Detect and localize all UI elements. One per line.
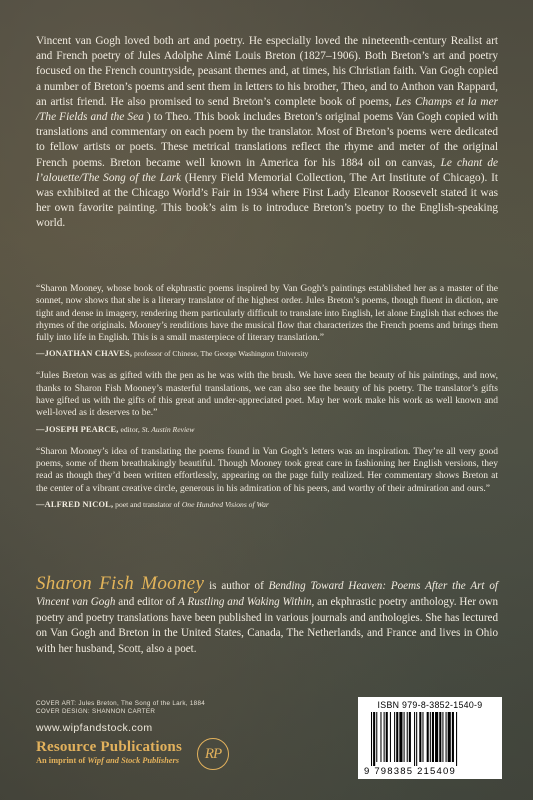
imprint-parent-name: Wipf and Stock Publishers bbox=[87, 756, 180, 765]
barcode-bar bbox=[432, 712, 434, 762]
publisher-block bbox=[36, 738, 182, 766]
endorsement-attribution bbox=[36, 347, 498, 360]
publisher-name: Resource Publications bbox=[36, 739, 183, 755]
endorsement-attribution bbox=[36, 498, 498, 511]
publisher-imprint bbox=[36, 756, 182, 766]
barcode-bar bbox=[414, 712, 415, 766]
bio-text-1: is author of bbox=[204, 580, 269, 592]
endorsement-quote: “Jules Breton was as gifted with the pen as he was with the brush. We have seen the beauty of his paintings, and now, thanks to Sharon Fish Mooney’s masterful translations, we can also see the beauty of his poetry. The translator’s gifts have gifted us with the gifts of this great and under-appreciated poet. May her work make his work as well known and well-loved as it deserves to be.” bbox=[36, 371, 498, 419]
painting-title-song-of-lark: Le chant de l’alouette/The Song of the Lark bbox=[36, 156, 498, 184]
barcode-bar bbox=[446, 712, 447, 762]
barcode-bar bbox=[376, 712, 377, 762]
barcode-bar bbox=[419, 712, 421, 762]
isbn-label: ISBN 979-8-3852-1540-9 bbox=[377, 700, 483, 710]
barcode-bar bbox=[404, 712, 405, 762]
barcode-bar bbox=[380, 712, 381, 762]
barcode-bar bbox=[396, 712, 398, 762]
barcode-bar bbox=[452, 712, 454, 762]
barcode-bar bbox=[422, 712, 423, 762]
barcode-bar bbox=[435, 712, 438, 762]
barcode-bar bbox=[407, 712, 408, 762]
endorsement-quote: “Sharon Mooney, whose book of ekphrastic poems inspired by Van Gogh’s paintings established her as a master of the sonnet, now shows that she is a literary translator of the highest order. Jules Breton’s poems, though fluent in diction, are tight and dense in imagery, rendering them particularly difficult to translate into English, let alone English that echoes the rhymes of the originals. Mooney’s renditions have the musical flow that characterizes the French poems and brings them fully into life in English. This is a small masterpiece of literary translation.” bbox=[36, 284, 498, 344]
description-part-3: (Henry Field Memorial Collection, The Art Institute of Chicago). It was exhibited at the Chicago World’s Fair in 1934 where First Lady Eleanor Roosevelt stated it was her own favorite painting. This book’s aim is to introduce Breton’s poetry to the English-speaking world. bbox=[36, 171, 498, 230]
barcode-bar bbox=[456, 712, 457, 766]
description-part-1: Vincent van Gogh loved both art and poetry. He especially loved the nineteenth-century Realist art and French poetry of Jules Adolphe Aimé Louis Breton (1827–1906). Both Breton’s art and poetry focused on the French countryside, peasant themes and, at times, his Christian faith. Van Gogh copied a number of Breton’s poems and sent them in letters to his brother, Theo, and to Anthon van Rappard, an artist friend. He also promised to send Breton’s complete book of poems, bbox=[36, 35, 498, 108]
barcode-bar bbox=[386, 712, 388, 762]
barcode-bar bbox=[371, 712, 372, 766]
endorsement-attribution bbox=[36, 423, 498, 436]
barcode-bar bbox=[373, 712, 375, 766]
endorser-book: One Hundred Visions of War bbox=[181, 499, 269, 509]
publisher-logo-icon bbox=[197, 738, 229, 770]
author-bio bbox=[36, 573, 499, 658]
book-description bbox=[36, 34, 498, 232]
endorser-name: —JOSEPH PEARCE, bbox=[36, 424, 119, 434]
barcode-bars bbox=[371, 712, 491, 766]
cover-art-credit: COVER ART: Jules Breton, The Song of the Lark, 1884 bbox=[36, 700, 206, 707]
endorser-role: poet and translator of bbox=[113, 499, 182, 509]
imprint-prefix: An imprint of bbox=[36, 756, 88, 765]
book-title-fields-and-sea: Les Champs et la mer /The Fields and the Sea bbox=[36, 95, 498, 124]
bio-text-3: , an ekphrastic poetry anthology. Her own poetry and poetry translations have been published in various journals and anthologies. She has lectured on Van Gogh and Breton in the United States, Canada, The Netherlands, and France and lives in Ohio with her husband, Scott, also a poet. bbox=[36, 595, 498, 656]
endorsement-quote: “Sharon Mooney’s idea of translating the poems found in Van Gogh’s letters was an inspiration. They’re all very good poems, some of them breathtakingly beautiful. Though Mooney took great care in fashioning her English versions, they read as though they’d been written effortlessly, appearing on the page fully realized. Her commentary shows Breton at the center of a vibrant creative circle, generous in his admiration of his peers, and worthy of their admiration and ours.” bbox=[36, 446, 498, 494]
endorsement-chaves bbox=[36, 283, 498, 360]
bio-text-2: and editor of bbox=[115, 595, 179, 608]
barcode-bar bbox=[409, 712, 411, 762]
author-name: Sharon Fish Mooney bbox=[36, 573, 205, 594]
barcode-bar bbox=[399, 712, 402, 762]
barcode-bar bbox=[384, 712, 385, 762]
description-part-2: ) to Theo. This book includes Breton’s original poems Van Gogh copied with translations and commentary on each poem by the translator. Most of Breton’s poems were dedicated to fellow artists or poets. These metrical translations reflect the rhyme and meter of the original French poems. Breton became well known in America for his 1884 oil on canvas, bbox=[36, 111, 498, 169]
endorsement-pearce bbox=[36, 370, 498, 435]
publisher-website[interactable]: www.wipfandstock.com bbox=[36, 722, 153, 734]
barcode-bar bbox=[442, 712, 443, 762]
barcode-bar bbox=[448, 712, 451, 762]
barcode-bar bbox=[430, 712, 431, 762]
endorser-role: editor, bbox=[118, 424, 142, 434]
barcode-bar bbox=[390, 712, 391, 762]
endorser-name: —JONATHAN CHAVES, bbox=[36, 349, 133, 359]
bio-book-1: Bending Toward Heaven: Poems After the Art of Vincent van Gogh bbox=[36, 580, 499, 608]
bio-book-2: A Rustling and Waking Within bbox=[178, 595, 312, 608]
cover-design-credit: COVER DESIGN: SHANNON CARTER bbox=[36, 708, 156, 715]
barcode-digits: 9 798385 215409 bbox=[364, 766, 456, 777]
barcode-bar bbox=[439, 712, 441, 762]
barcode-bar bbox=[416, 712, 417, 766]
isbn-barcode bbox=[358, 697, 502, 779]
cover-credits bbox=[36, 700, 205, 716]
barcode-bar bbox=[427, 712, 429, 762]
endorser-role: professor of Chinese, The George Washington University bbox=[132, 349, 309, 359]
endorser-publication: St. Austin Review bbox=[141, 424, 195, 434]
logo-text: RP bbox=[204, 745, 222, 762]
barcode-bar bbox=[394, 712, 395, 762]
endorsements bbox=[36, 283, 498, 521]
endorser-name: —ALFRED NICOL, bbox=[36, 499, 114, 509]
endorsement-nicol bbox=[36, 446, 498, 511]
